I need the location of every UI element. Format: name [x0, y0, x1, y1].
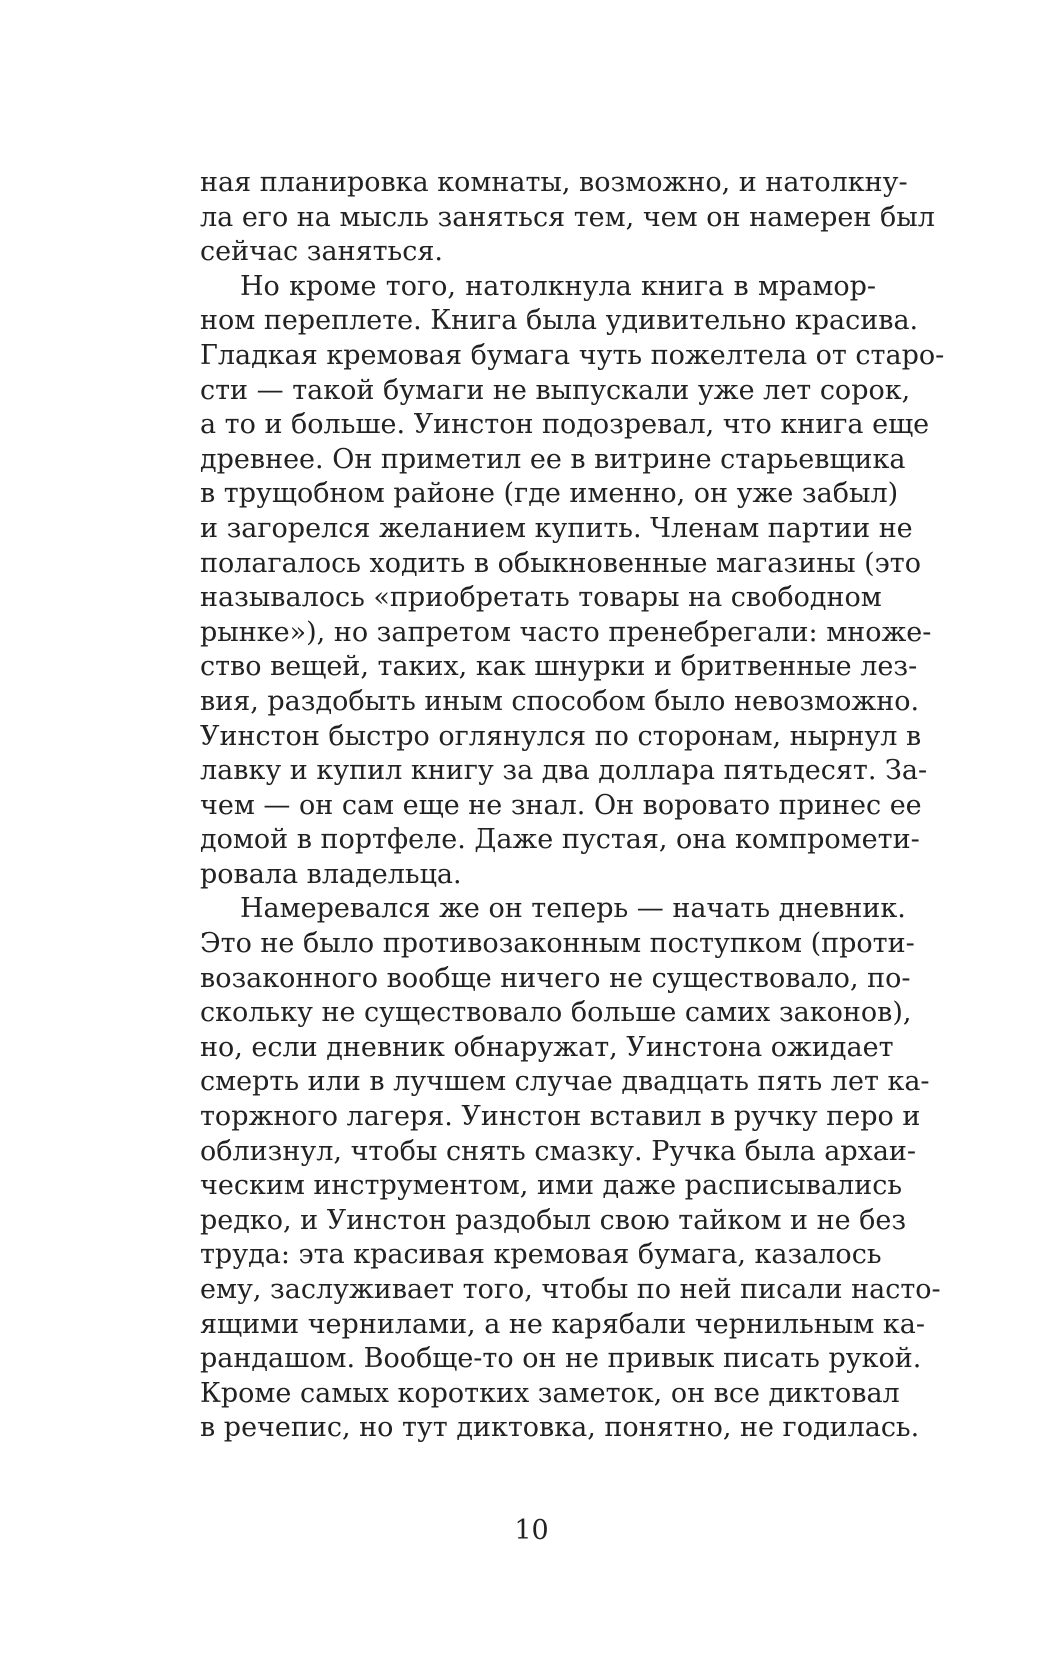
- text-line: скольку не существовало больше самих законов),: [200, 997, 912, 1029]
- text-line: Но кроме того, натолкнула книга в мрамор-: [240, 270, 876, 302]
- text-line: сейчас заняться.: [200, 236, 443, 268]
- text-line: Уинстон быстро оглянулся по сторонам, нырнул в: [200, 720, 922, 752]
- text-line: древнее. Он приметил ее в витрине старьевщика: [200, 443, 906, 475]
- text-line: смерть или в лучшем случае двадцать пять лет ка-: [200, 1066, 930, 1098]
- text-line: в трущобном районе (где именно, он уже забыл): [200, 478, 899, 510]
- text-line: торжного лагеря. Уинстон вставил в ручку перо и: [200, 1101, 921, 1133]
- text-line: сти — такой бумаги не выпускали уже лет сорок,: [200, 374, 911, 406]
- body-text: [200, 166, 945, 1446]
- text-line: труда: эта красивая кремовая бумага, казалось: [200, 1239, 882, 1271]
- text-line: домой в портфеле. Даже пустая, она компромети-: [200, 824, 920, 856]
- text-line: ящими чернилами, а не карябали чернильным ка-: [200, 1308, 925, 1340]
- page-number: 10: [514, 1515, 549, 1546]
- text-line: чем — он сам еще не знал. Он воровато принес ее: [200, 789, 922, 821]
- text-line: ном переплете. Книга была удивительно красива.: [200, 305, 919, 337]
- text-line: рандашом. Вообще-то он не привык писать рукой.: [200, 1343, 922, 1375]
- text-line: лавку и купил книгу за два доллара пятьдесят. За-: [200, 755, 928, 787]
- text-line: а то и больше. Уинстон подозревал, что книга еще: [200, 409, 930, 441]
- text-line: называлось «приобретать товары на свободном: [200, 582, 882, 614]
- text-line: возаконного вообще ничего не существовало, по-: [200, 962, 911, 994]
- text-line: Это не было противозаконным поступком (проти-: [200, 928, 915, 960]
- text-line: ровала владельца.: [200, 858, 462, 890]
- text-line: но, если дневник обнаружат, Уинстона ожидает: [200, 1031, 894, 1063]
- text-line: ческим инструментом, ими даже расписывались: [200, 1170, 903, 1202]
- text-line: Кроме самых коротких заметок, он все диктовал: [200, 1377, 900, 1409]
- text-line: ная планировка комнаты, возможно, и натолкну-: [200, 167, 908, 198]
- text-line: в речепис, но тут диктовка, понятно, не годилась.: [200, 1412, 920, 1444]
- text-line: Гладкая кремовая бумага чуть пожелтела от старо-: [200, 339, 945, 371]
- text-line: редко, и Уинстон раздобыл свою тайком и не без: [200, 1204, 907, 1236]
- text-line: вия, раздобыть иным способом было невозможно.: [200, 685, 920, 717]
- text-line: полагалось ходить в обыкновенные магазины (это: [200, 547, 921, 579]
- text-line: ему, заслуживает того, чтобы по ней писали насто-: [200, 1274, 941, 1305]
- text-line: Намеревался же он теперь — начать дневник.: [240, 893, 906, 925]
- text-line: облизнул, чтобы снять смазку. Ручка была архаи-: [200, 1135, 917, 1167]
- text-line: ла его на мысль заняться тем, чем он намерен был: [200, 201, 935, 233]
- text-line: и загорелся желанием купить. Членам партии не: [200, 512, 913, 544]
- text-line: ство вещей, таких, как шнурки и бритвенные лез-: [200, 651, 918, 683]
- text-line: рынке»), но запретом часто пренебрегали: множе-: [200, 616, 932, 648]
